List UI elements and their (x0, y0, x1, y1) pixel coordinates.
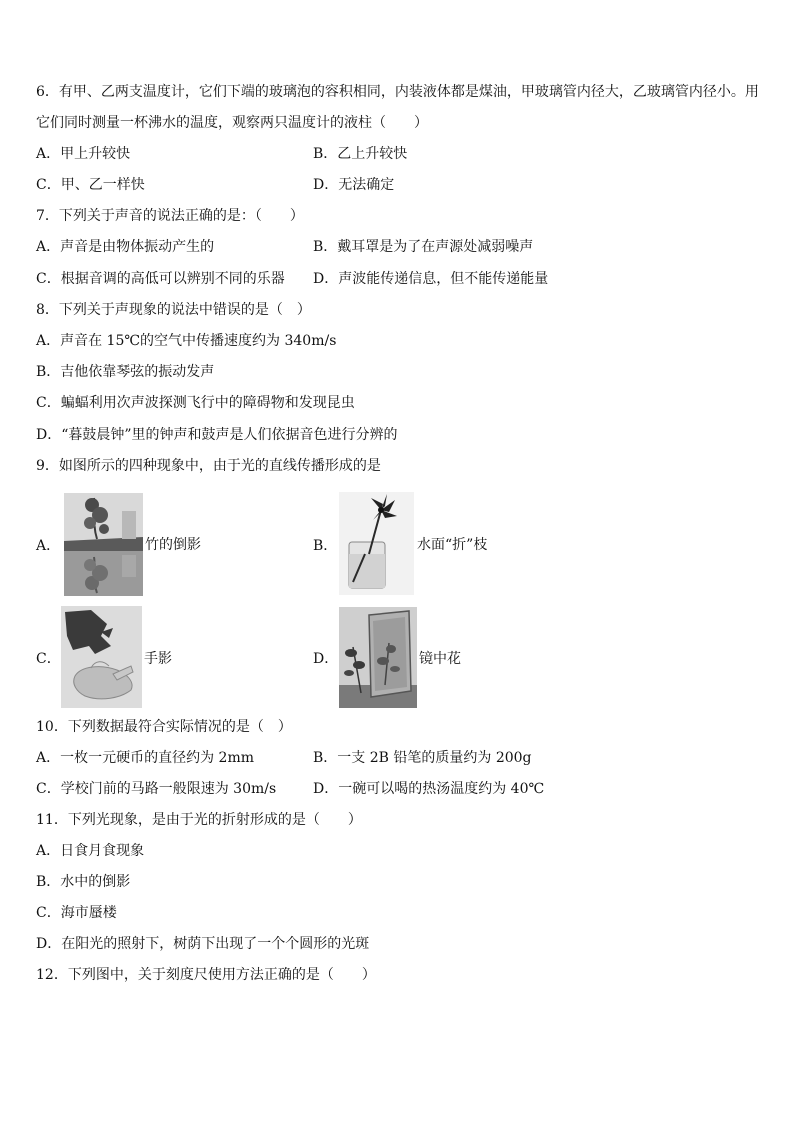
branch-in-water-photo (339, 492, 414, 595)
q6-stem-line2: 它们同时测量一杯沸水的温度，观察两只温度计的液柱（ ） (36, 115, 428, 131)
q10-stem: 10．下列数据最符合实际情况的是（ ） (36, 719, 292, 735)
q9-option-c-label: C． (36, 651, 61, 667)
q10-option-b: B．一支 2B 铅笔的质量约为 200g (313, 750, 532, 766)
q11-option-c: C．海市蜃楼 (36, 905, 117, 921)
q9-stem: 9．如图所示的四种现象中，由于光的直线传播形成的是 (36, 458, 381, 474)
bamboo-reflection-photo (64, 493, 143, 596)
q6-option-b: B．乙上升较快 (313, 146, 408, 162)
q7-option-c: C．根据音调的高低可以辨别不同的乐器 (36, 271, 285, 287)
q7-option-d: D．声波能传递信息，但不能传递能量 (313, 271, 549, 287)
q9-option-a-label: A． (36, 538, 61, 554)
q8-stem: 8．下列关于声现象的说法中错误的是（ ） (36, 302, 311, 318)
q9-option-c-caption: 手影 (144, 651, 172, 667)
q7-option-a: A．声音是由物体振动产生的 (36, 239, 215, 255)
q8-option-d: D．“暮鼓晨钟”里的钟声和鼓声是人们依据音色进行分辨的 (36, 427, 398, 443)
q11-option-a: A．日食月食现象 (36, 843, 145, 859)
q7-stem: 7．下列关于声音的说法正确的是：（ ） (36, 208, 304, 224)
q8-option-a: A．声音在 15℃的空气中传播速度约为 340m/s (36, 333, 337, 349)
q6-option-c: C．甲、乙一样快 (36, 177, 145, 193)
q11-option-d: D．在阳光的照射下，树荫下出现了一个个圆形的光斑 (36, 936, 370, 952)
q6-option-a: A．甲上升较快 (36, 146, 131, 162)
q9-option-d-label: D． (313, 651, 339, 667)
q11-option-b: B．水中的倒影 (36, 874, 131, 890)
q12-stem: 12．下列图中，关于刻度尺使用方法正确的是（ ） (36, 967, 376, 983)
q8-option-b: B．吉他依靠琴弦的振动发声 (36, 364, 215, 380)
q10-option-c: C．学校门前的马路一般限速为 30m/s (36, 781, 277, 797)
q9-option-b-caption: 水面“折”枝 (417, 537, 488, 553)
q6-stem-line1: 6．有甲、乙两支温度计，它们下端的玻璃泡的容积相同，内装液体都是煤油，甲玻璃管内径大，乙玻璃管内径小。用 (36, 84, 759, 100)
q6-option-d: D．无法确定 (313, 177, 395, 193)
q8-option-c: C．蝙蝠利用次声波探测飞行中的障碍物和发现昆虫 (36, 395, 355, 411)
mirror-flower-photo (339, 607, 417, 708)
hand-shadow-photo (61, 606, 142, 708)
q10-option-a: A．一枚一元硬币的直径约为 2mm (36, 750, 255, 766)
q9-option-d-caption: 镜中花 (419, 651, 461, 667)
q7-option-b: B．戴耳罩是为了在声源处减弱噪声 (313, 239, 534, 255)
q11-stem: 11．下列光现象，是由于光的折射形成的是（ ） (36, 812, 362, 828)
q9-option-a-caption: 竹的倒影 (145, 537, 201, 553)
q9-option-b-label: B． (313, 538, 338, 554)
q10-option-d: D．一碗可以喝的热汤温度约为 40℃ (313, 781, 545, 797)
